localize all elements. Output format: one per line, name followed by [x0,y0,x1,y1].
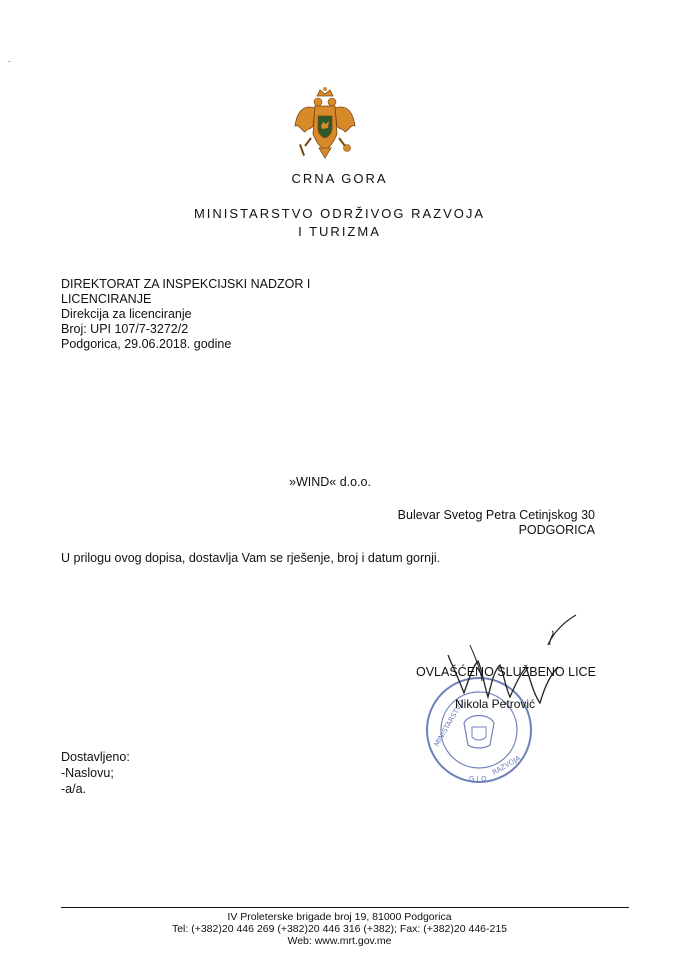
place-and-date: Podgorica, 29.06.2018. godine [61,337,232,351]
delivered-item: -a/a. [61,782,87,796]
delivered-heading: Dostavljeno: [61,750,130,764]
recipient-street: Bulevar Svetog Petra Cetinjskog 30 [397,508,595,522]
coat-of-arms-icon [293,86,357,166]
footer-web: Web: www.mrt.gov.me [287,935,392,947]
delivered-item: -Naslovu; [61,766,114,780]
department-name: Direkcija za licenciranje [61,307,192,321]
svg-text:G I O: G I O [469,775,487,783]
svg-text:RAZVOJA: RAZVOJA [491,754,522,777]
ministry-name-line2: I TURIZMA [298,224,381,239]
svg-text:MINISTARSTVO: MINISTARSTVO [432,698,466,748]
recipient-city: PODGORICA [518,523,595,537]
footer-divider [61,907,629,908]
country-name: CRNA GORA [291,171,388,186]
ministry-name-line1: MINISTARSTVO ODRŽIVOG RAZVOJA [193,206,486,221]
authorized-official-title: OVLAŠĆENO SLUŽBENO LICE [416,665,596,679]
directorate-line2: LICENCIRANJE [61,292,152,306]
reference-number: Broj: UPI 107/7-3272/2 [61,322,189,336]
scan-mark: - [8,56,11,66]
letter-body: U prilogu ovog dopisa, dostavlja Vam se rješenje, broj i datum gornji. [61,551,441,565]
footer-address: IV Proleterske brigade broj 19, 81000 Podgorica [227,911,452,923]
footer-contact: Tel: (+382)20 446 269 (+382)20 446 316 (+382); Fax: (+382)20 446-215 [171,923,508,935]
recipient-name: »WIND« d.o.o. [289,475,371,489]
authorized-official-name: Nikola Petrović [455,697,536,711]
directorate-line1: DIREKTORAT ZA INSPEKCIJSKI NADZOR I [61,277,311,291]
